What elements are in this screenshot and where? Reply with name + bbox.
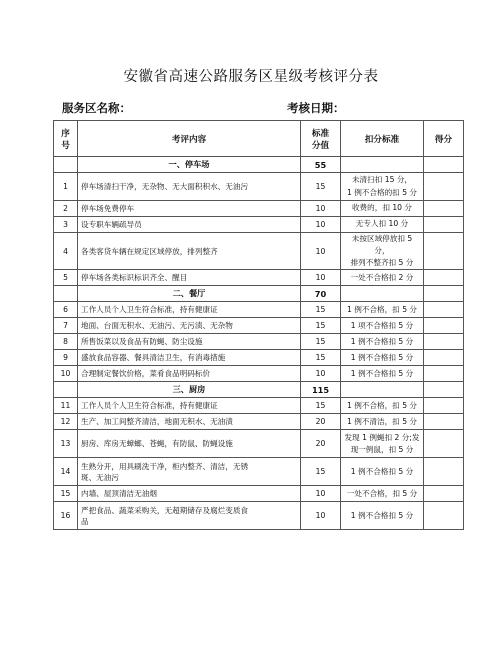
row-score-cell[interactable] bbox=[424, 350, 464, 366]
section-empty-cell bbox=[424, 382, 464, 398]
row-deduction-rule: 1 例不合格扣 5 分 bbox=[341, 350, 424, 366]
table-row bbox=[54, 414, 464, 430]
table-row bbox=[54, 334, 464, 350]
row-standard-score: 10 bbox=[301, 502, 341, 530]
row-score-cell[interactable] bbox=[424, 502, 464, 530]
section-total: 70 bbox=[301, 286, 341, 302]
row-deduction-rule: 1 例不合格扣 5 分 bbox=[341, 334, 424, 350]
row-standard-score: 15 bbox=[301, 334, 341, 350]
row-content: 各类客货车辆在规定区域停放，排列整齐 bbox=[78, 233, 301, 270]
row-number: 7 bbox=[54, 318, 78, 334]
header-score: 得分 bbox=[424, 121, 464, 157]
table-header-row bbox=[54, 121, 464, 157]
row-standard-score: 15 bbox=[301, 302, 341, 318]
exam-date-label: 考核日期： bbox=[287, 101, 345, 115]
row-content: 地面、台面无积水、无油污、无污渍、无杂物 bbox=[78, 318, 301, 334]
section-empty-cell bbox=[424, 286, 464, 302]
row-standard-score: 10 bbox=[301, 270, 341, 286]
section-empty-cell bbox=[54, 157, 78, 173]
row-standard-score: 10 bbox=[301, 366, 341, 382]
row-standard-score: 10 bbox=[301, 201, 341, 217]
table-row bbox=[54, 350, 464, 366]
section-empty-cell bbox=[341, 157, 424, 173]
row-standard-score: 10 bbox=[301, 486, 341, 502]
row-content: 工作人员个人卫生符合标准，持有健康证 bbox=[78, 302, 301, 318]
row-number: 9 bbox=[54, 350, 78, 366]
row-score-cell[interactable] bbox=[424, 398, 464, 414]
row-standard-score: 15 bbox=[301, 458, 341, 486]
table-row bbox=[54, 173, 464, 201]
table-row bbox=[54, 398, 464, 414]
header-seq: 序 号 bbox=[54, 121, 78, 157]
row-score-cell[interactable] bbox=[424, 233, 464, 270]
row-number: 16 bbox=[54, 502, 78, 530]
section-row bbox=[54, 286, 464, 302]
row-deduction-rule: 1 项不合格扣 5 分 bbox=[341, 318, 424, 334]
row-number: 3 bbox=[54, 217, 78, 233]
section-title: 二、餐厅 bbox=[78, 286, 301, 302]
row-content: 设专职车辆疏导员 bbox=[78, 217, 301, 233]
table-row bbox=[54, 430, 464, 458]
row-score-cell[interactable] bbox=[424, 458, 464, 486]
row-standard-score: 15 bbox=[301, 318, 341, 334]
row-number: 13 bbox=[54, 430, 78, 458]
row-deduction-rule: 1 例不合格扣 5 分 bbox=[341, 502, 424, 530]
row-content: 工作人员个人卫生符合标准，持有健康证 bbox=[78, 398, 301, 414]
row-standard-score: 10 bbox=[301, 233, 341, 270]
row-content: 停车场各类标识标识齐全、醒目 bbox=[78, 270, 301, 286]
row-standard-score: 10 bbox=[301, 217, 341, 233]
row-deduction-rule: 未清扫扣 15 分， 1 例不合格的扣 5 分 bbox=[341, 173, 424, 201]
row-deduction-rule: 一处不合格扣 2 分 bbox=[341, 270, 424, 286]
row-deduction-rule: 1 例不清洁，扣 5 分 bbox=[341, 414, 424, 430]
row-deduction-rule: 未按区域停放扣 5 分， 排列不整齐扣 5 分 bbox=[341, 233, 424, 270]
row-content: 盛放食品容器、餐具清洁卫生，有消毒措施 bbox=[78, 350, 301, 366]
row-score-cell[interactable] bbox=[424, 486, 464, 502]
row-number: 14 bbox=[54, 458, 78, 486]
row-number: 10 bbox=[54, 366, 78, 382]
page-title: 安徽省高速公路服务区星级考核评分表 bbox=[123, 69, 379, 85]
row-number: 15 bbox=[54, 486, 78, 502]
section-empty-cell bbox=[341, 286, 424, 302]
row-score-cell[interactable] bbox=[424, 217, 464, 233]
row-standard-score: 20 bbox=[301, 414, 341, 430]
row-number: 4 bbox=[54, 233, 78, 270]
row-score-cell[interactable] bbox=[424, 201, 464, 217]
section-total: 115 bbox=[301, 382, 341, 398]
row-deduction-rule: 一处不合格，扣 5 分 bbox=[341, 486, 424, 502]
row-score-cell[interactable] bbox=[424, 173, 464, 201]
section-row bbox=[54, 157, 464, 173]
table-row bbox=[54, 486, 464, 502]
row-score-cell[interactable] bbox=[424, 318, 464, 334]
score-table bbox=[53, 120, 464, 530]
row-number: 11 bbox=[54, 398, 78, 414]
row-standard-score: 15 bbox=[301, 173, 341, 201]
row-score-cell[interactable] bbox=[424, 270, 464, 286]
table-row bbox=[54, 302, 464, 318]
row-score-cell[interactable] bbox=[424, 366, 464, 382]
row-standard-score: 20 bbox=[301, 430, 341, 458]
row-standard-score: 15 bbox=[301, 350, 341, 366]
table-row bbox=[54, 458, 464, 486]
header-rule: 扣分标准 bbox=[341, 121, 424, 157]
row-score-cell[interactable] bbox=[424, 302, 464, 318]
row-deduction-rule: 无专人扣 10 分 bbox=[341, 217, 424, 233]
table-row bbox=[54, 502, 464, 530]
row-score-cell[interactable] bbox=[424, 334, 464, 350]
row-content: 生熟分开，用具刷洗干净，柜内整齐、清洁，无锈 斑、无油污 bbox=[78, 458, 301, 486]
table-row bbox=[54, 270, 464, 286]
row-score-cell[interactable] bbox=[424, 430, 464, 458]
row-content: 停车场免费停车 bbox=[78, 201, 301, 217]
row-standard-score: 15 bbox=[301, 398, 341, 414]
header-content: 考评内容 bbox=[78, 121, 301, 157]
row-deduction-rule: 收费的，扣 10 分 bbox=[341, 201, 424, 217]
row-number: 8 bbox=[54, 334, 78, 350]
row-content: 厨房、库房无蟑螂、苍蝇，有防鼠、防蝇设施 bbox=[78, 430, 301, 458]
row-content: 生产、加工间整齐清洁，地面无积水、无油渍 bbox=[78, 414, 301, 430]
table-row bbox=[54, 318, 464, 334]
row-number: 12 bbox=[54, 414, 78, 430]
section-title: 一、停车场 bbox=[78, 157, 301, 173]
table-row bbox=[54, 201, 464, 217]
row-deduction-rule: 1 例不合格，扣 5 分 bbox=[341, 398, 424, 414]
table-row bbox=[54, 366, 464, 382]
table-body bbox=[54, 157, 464, 530]
row-score-cell[interactable] bbox=[424, 414, 464, 430]
row-content: 严把食品、蔬菜采购关，无超期储存及腐烂变质食 品 bbox=[78, 502, 301, 530]
row-deduction-rule: 1 例不合格，扣 5 分 bbox=[341, 302, 424, 318]
row-number: 2 bbox=[54, 201, 78, 217]
section-row bbox=[54, 382, 464, 398]
table-row bbox=[54, 233, 464, 270]
section-empty-cell bbox=[341, 382, 424, 398]
row-deduction-rule: 1 例不合格扣 5 分 bbox=[341, 458, 424, 486]
row-content: 停车场清扫干净，无杂物、无大面积积水、无油污 bbox=[78, 173, 301, 201]
row-content: 所售饭菜以及食品有防蝇、防尘设施 bbox=[78, 334, 301, 350]
row-deduction-rule: 1 例不合格扣 5 分 bbox=[341, 366, 424, 382]
row-number: 5 bbox=[54, 270, 78, 286]
service-area-label: 服务区名称： bbox=[62, 101, 131, 115]
row-deduction-rule: 发现 1 例蝇扣 2 分;发 现一例鼠，扣 5 分 bbox=[341, 430, 424, 458]
row-content: 内墙、屋顶清洁无油烟 bbox=[78, 486, 301, 502]
section-total: 55 bbox=[301, 157, 341, 173]
section-empty-cell bbox=[424, 157, 464, 173]
header-standard: 标准 分值 bbox=[301, 121, 341, 157]
section-title: 三、厨房 bbox=[78, 382, 301, 398]
row-content: 合理制定餐饮价格，菜肴食品明码标价 bbox=[78, 366, 301, 382]
section-empty-cell bbox=[54, 382, 78, 398]
row-number: 6 bbox=[54, 302, 78, 318]
table-row bbox=[54, 217, 464, 233]
row-number: 1 bbox=[54, 173, 78, 201]
section-empty-cell bbox=[54, 286, 78, 302]
